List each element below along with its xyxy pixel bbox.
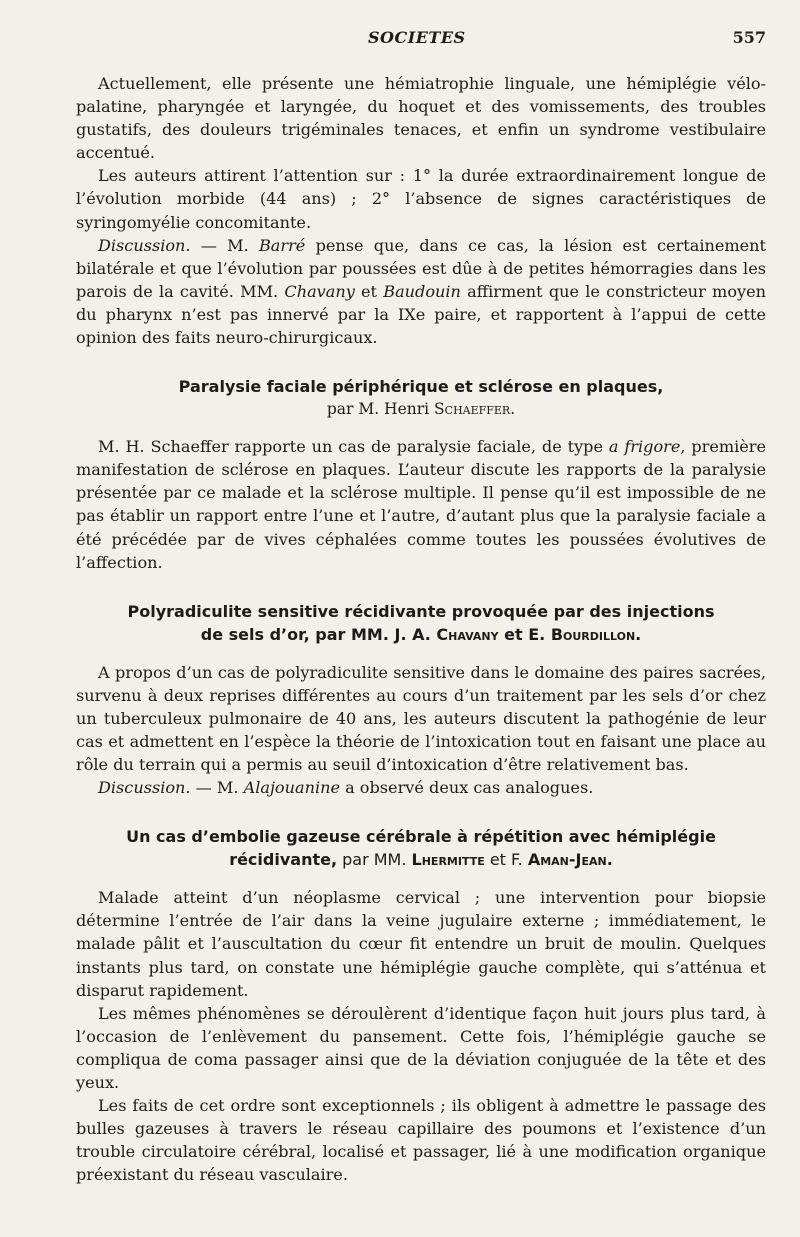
- intro-paragraph-1: Actuellement, elle présente une hémiatrophie linguale, une hémiplégie vélo-palatine, pharyngée et laryngée, du hoquet et des vomissements, des troubles gustatifs, des douleurs trigéminales tenaces, et enfin un syndrome vestibulaire accentué.: [76, 74, 766, 163]
- byline-text: et F.: [484, 850, 528, 870]
- paragraph-text: , première manifestation de sclérose en plaques. L’auteur discute les rapports de la paralysie présentée par ce malade et la sclérose multiple. Il pense qu’il est impossible de ne pas établir un rapport entre l’une et l’autre, d’autant plus que la paralysie faciale a été précédée par de vives céphalées comme toutes les poussées évolutives de l’affection.: [76, 437, 767, 572]
- byline-text: par M. Henri: [326, 400, 435, 419]
- byline-author: Schaeffer: [434, 400, 511, 419]
- byline-author: Lhermitte: [411, 850, 485, 870]
- running-head: [0, 28, 800, 52]
- discussion-label: Discussion.: [98, 778, 191, 798]
- section-title: Paralysie faciale périphérique et sclérose en plaques,: [178, 377, 664, 397]
- byline-author: Aman-Jean: [527, 850, 607, 870]
- section-title: Un cas d’embolie gazeuse cérébrale à répétition avec hémiplégie: [126, 827, 716, 847]
- byline-author: Chavany: [436, 624, 499, 644]
- discussion-text: — M.: [190, 235, 259, 255]
- byline-text: de sels d’or, par MM. J. A.: [200, 624, 437, 644]
- page-number: 557: [732, 28, 766, 47]
- section1-paragraph: [76, 435, 766, 574]
- section3-paragraph-3: Les faits de cet ordre sont exceptionnels ; ils obligent à admettre le passage des bulles gazeuses à travers le réseau capillaire des poumons et l’existence d’un trouble circulatoire cérébral, localisé et passager, lié à une modification organique préexistant du réseau vasculaire.: [76, 1096, 766, 1185]
- author-name: Alajouanine: [243, 778, 340, 798]
- italic-term: a frigore: [608, 437, 681, 457]
- author-name: Barré: [258, 235, 306, 255]
- byline-text: et E.: [498, 624, 551, 644]
- discussion-text: — M.: [190, 778, 244, 798]
- discussion-text: affirment que le constricteur moyen du pharynx n’est pas innervé par la IXe paire, et rapportent à l’appui de cette opinion des faits neuro-chirurgicaux.: [76, 281, 766, 348]
- byline-text: .: [635, 624, 642, 644]
- running-title: SOCIETES: [368, 28, 466, 47]
- section2-discussion: [76, 776, 766, 799]
- title-text: récidivante,: [229, 850, 338, 870]
- byline-text: par MM.: [337, 850, 412, 870]
- section3-paragraph-2: Les mêmes phénomènes se déroulèrent d’identique façon huit jours plus tard, à l’occasion de l’enlèvement du pansement. Cette fois, l’hémiplégie gauche se compliqua de coma passager ainsi que de la déviation conjuguée de la tête et des yeux.: [76, 1003, 766, 1092]
- section2-paragraph-1: A propos d’un cas de polyradiculite sensitive dans le domaine des paires sacrées, survenu à deux reprises différentes au cours d’un traitement par les sels d’or chez un tuberculeux pulmonaire de 40 ans, les auteurs discutent la pathogénie de leur cas et admettent en l’espèce la théorie de l’intoxication tout en faisant une place au rôle du terrain qui a permis au seuil d’intoxication d’être relativement bas.: [76, 662, 766, 775]
- section-title: Polyradiculite sensitive récidivante provoquée par des injections: [127, 601, 715, 621]
- discussion-text: a observé deux cas analogues.: [339, 778, 594, 798]
- author-name: Chavany: [284, 281, 355, 301]
- discussion-text: pense que, dans ce cas, la lésion est certainement bilatérale et que l’évolution par poussées est dûe à de petites hémorragies dans les parois de la cavité. MM.: [76, 235, 766, 301]
- byline-author: Bourdillon: [550, 624, 636, 644]
- section3-paragraph-1: Malade atteint d’un néoplasme cervical ; une intervention pour biopsie détermine l’entrée de l’air dans la veine jugulaire externe ; immédiatement, le malade pâlit et l’auscultation du cœur fit entendre un bruit de moulin. Quelques instants plus tard, on constate une hémiplégie gauche complète, qui s’atténua et disparut rapidement.: [76, 888, 766, 1000]
- paragraph-text: M. H. Schaeffer rapporte un cas de paralysie faciale, de type: [98, 437, 609, 457]
- intro-paragraph-2: Les auteurs attirent l’attention sur : 1° la durée extraordinairement longue de l’évolution morbide (44 ans) ; 2° l’absence de signes caractéristiques de syringomyélie concomitante.: [76, 166, 766, 232]
- byline-text: .: [606, 850, 613, 870]
- section-title-continued: [76, 623, 766, 646]
- author-name: Baudouin: [383, 281, 461, 301]
- section-byline: [76, 398, 766, 420]
- page-body: [76, 72, 766, 1186]
- discussion-text: et: [354, 281, 384, 301]
- byline-text: .: [510, 400, 516, 419]
- discussion-label: Discussion.: [98, 235, 191, 255]
- intro-discussion: [76, 234, 766, 349]
- section-title-continued: [76, 848, 766, 871]
